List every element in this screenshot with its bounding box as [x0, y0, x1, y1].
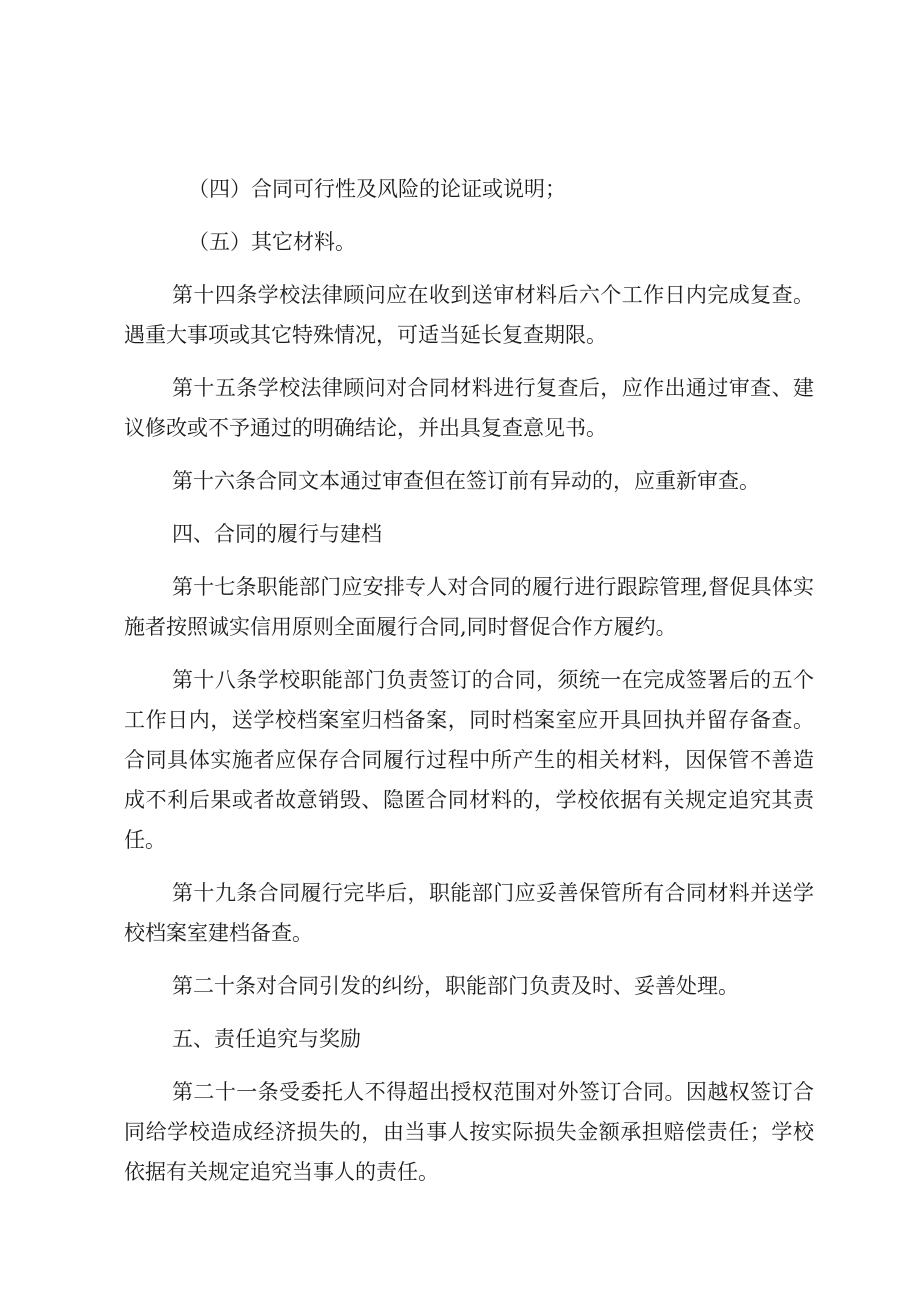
paragraph-item-5: （五）其它材料。	[188, 230, 356, 254]
document-body	[124, 169, 814, 1205]
article-16: 第十六条合同文本通过审查但在签订前有异动的，应重新审查。	[172, 469, 760, 493]
article-17: 第十七条职能部门应安排专人对合同的履行进行跟踪管理,督促具体实施者按照诚实信用原则全面履行合同,同时督促合作方履约。	[124, 575, 814, 639]
paragraph-item-4: （四）合同可行性及风险的论证或说明；	[188, 177, 566, 201]
article-19: 第十九条合同履行完毕后，职能部门应妥善保管所有合同材料并送学校档案室建档备查。	[124, 881, 814, 945]
section-heading-4: 四、合同的履行与建档	[172, 522, 382, 546]
article-21: 第二十一条受委托人不得超出授权范围对外签订合同。因越权签订合同给学校造成经济损失的，由当事人按实际损失金额承担赔偿责任；学校依据有关规定追究当事人的责任。	[124, 1080, 814, 1184]
article-20: 第二十条对合同引发的纠纷，职能部门负责及时、妥善处理。	[172, 974, 739, 998]
article-15: 第十五条学校法律顾问对合同材料进行复查后，应作出通过审查、建议修改或不予通过的明确结论，并出具复查意见书。	[124, 376, 814, 440]
article-14: 第十四条学校法律顾问应在收到送审材料后六个工作日内完成复查。遇重大事项或其它特殊情况，可适当延长复查期限。	[124, 283, 814, 347]
article-18: 第十八条学校职能部门负责签订的合同，须统一在完成签署后的五个工作日内，送学校档案室归档备案，同时档案室应开具回执并留存备查。合同具体实施者应保存合同履行过程中所产生的相关材料，因保管不善造成不利后果或者故意销毁、隐匿合同材料的，学校依据有关规定追究其责任。	[124, 668, 814, 852]
section-heading-5: 五、责任追究与奖励	[172, 1027, 361, 1051]
